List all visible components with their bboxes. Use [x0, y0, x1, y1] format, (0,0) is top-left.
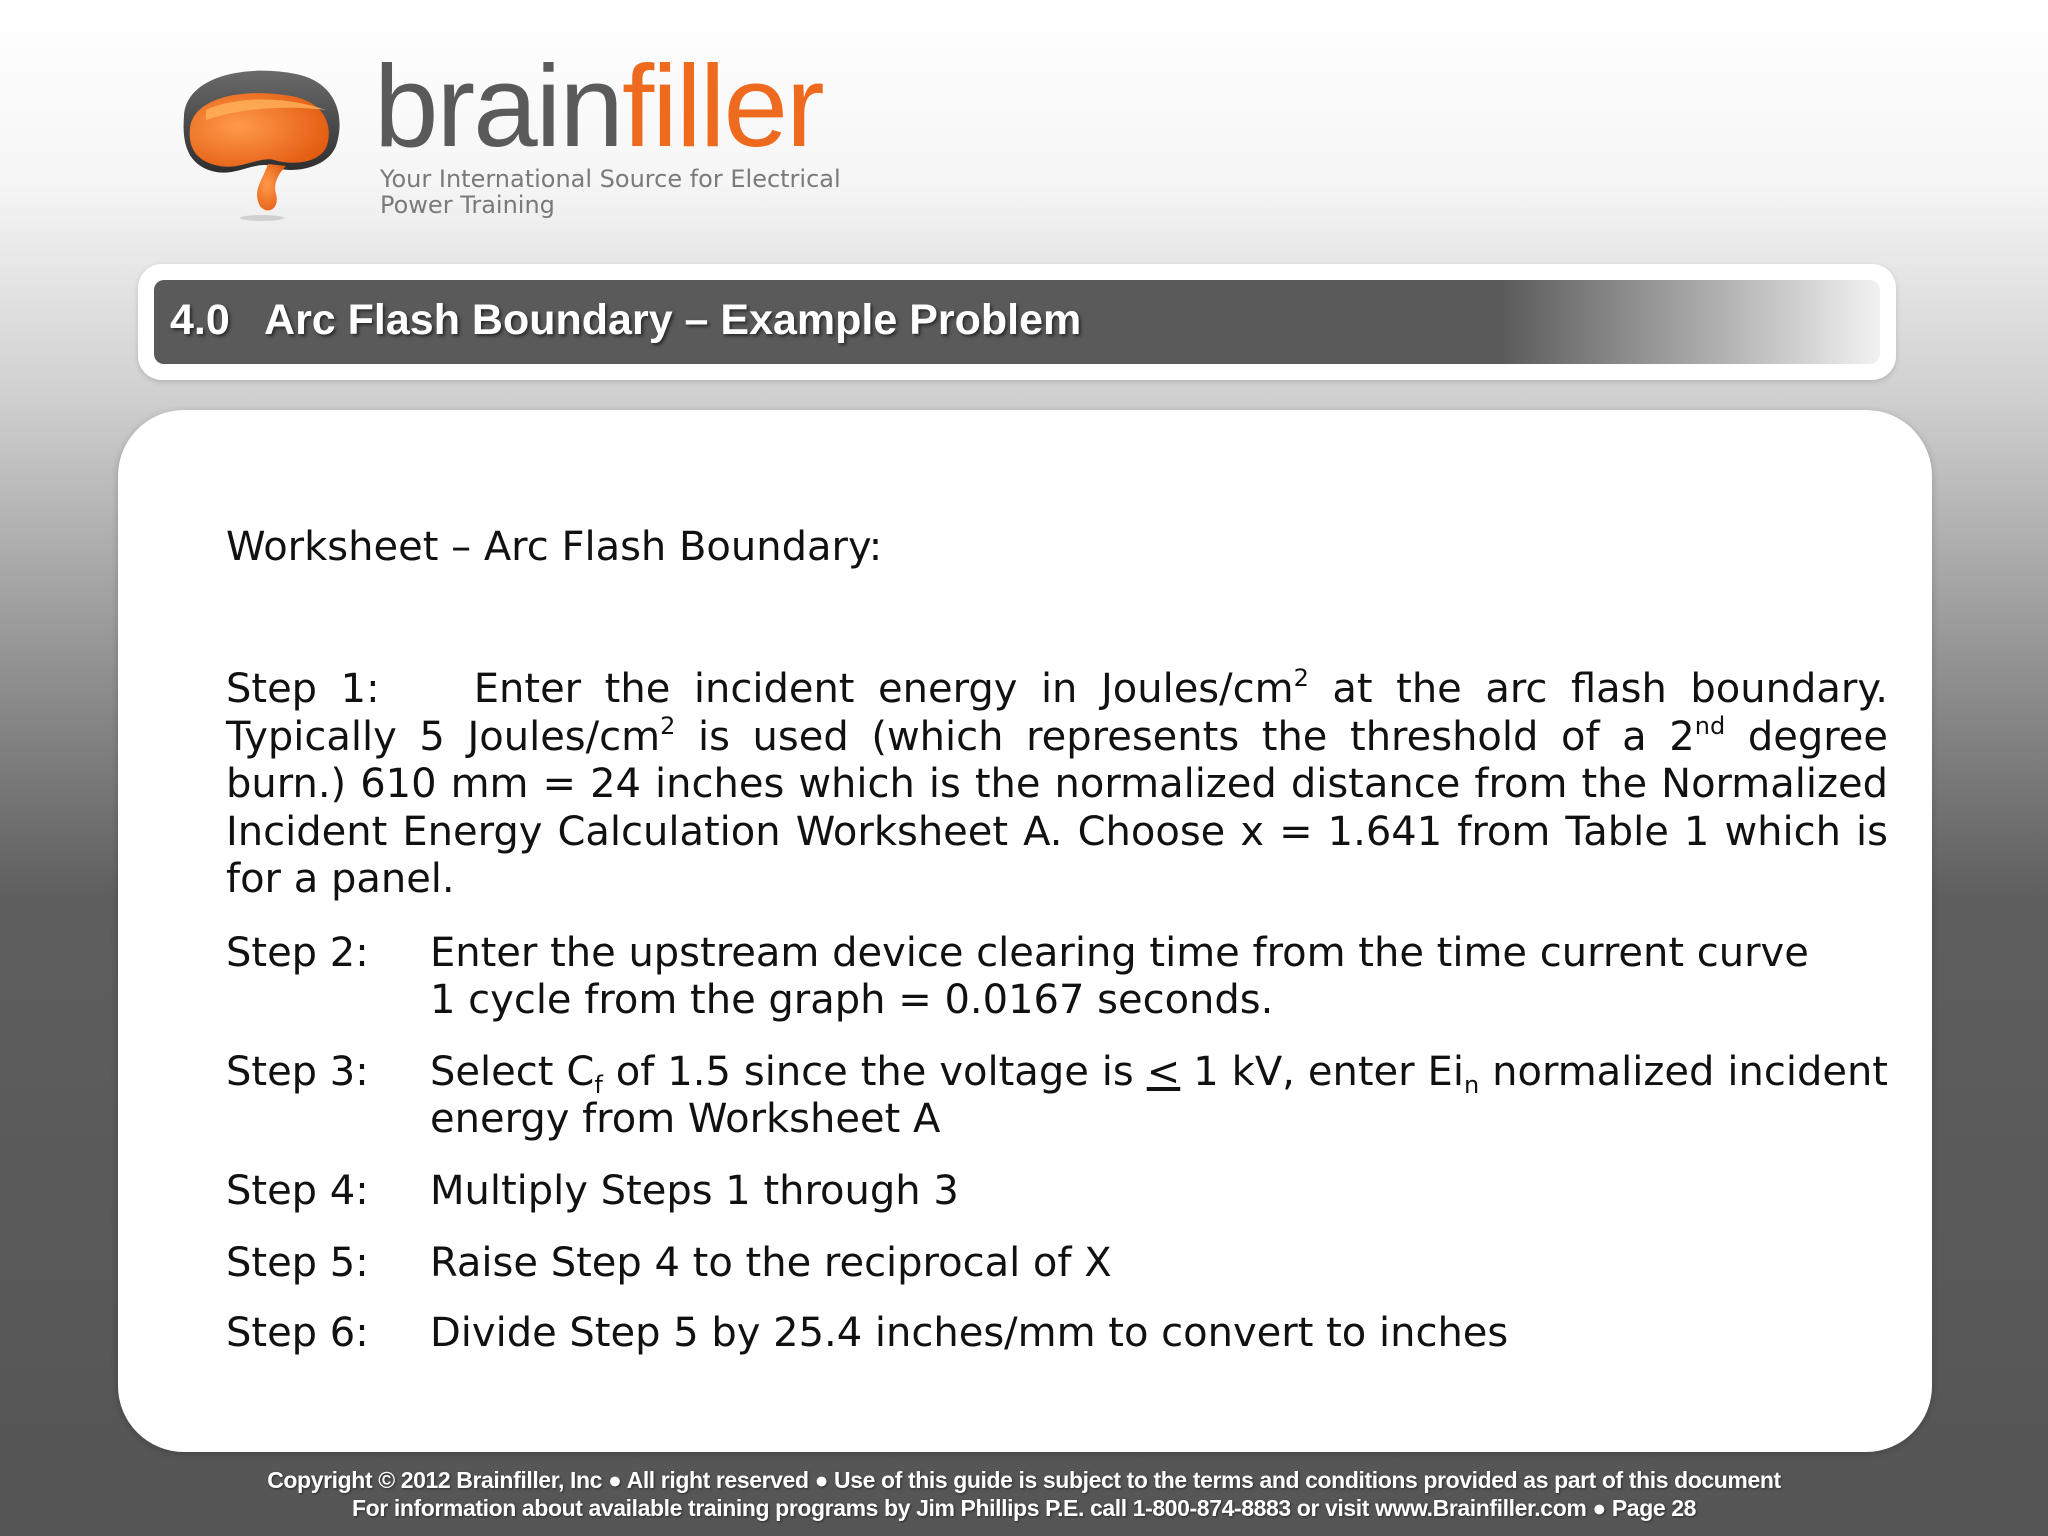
step-1-sup-c: nd	[1694, 711, 1726, 740]
step-3-text-d: normalized incident energy from Worksheet A	[430, 1049, 1888, 1142]
step-1-text-d: degree burn.) 610 mm = 24 inches which is the normalized distance from the Normalized Incident Energy Calculation Worksheet A. Choose x = 1.641 from Table 1 which is for a panel.	[226, 713, 1889, 902]
step-1-text-b: at the arc flash boundary. Typically 5 Joules/cm	[226, 666, 1889, 760]
less-equal-symbol: <	[1146, 1049, 1181, 1095]
footer	[0, 1466, 2048, 1522]
step-1-sup-a: 2	[1293, 664, 1309, 692]
step-6-label: Step 6:	[226, 1310, 369, 1356]
worksheet-title: Worksheet – Arc Flash Boundary:	[226, 524, 883, 570]
step-3-text-a: Select C	[430, 1049, 595, 1095]
step-3-label: Step 3:	[226, 1049, 369, 1095]
step-5-label: Step 5:	[226, 1240, 369, 1286]
step-3-text-c: 1 kV, enter Ei	[1180, 1049, 1464, 1095]
step-4	[226, 1168, 1888, 1215]
step-4-text: Multiply Steps 1 through 3	[430, 1168, 959, 1214]
footer-contact-line: For information about available training programs by Jim Phillips P.E. call 1-800-874-8883 or visit www.Brainfiller.com ● Page 28	[351, 1495, 1697, 1521]
step-4-label: Step 4:	[226, 1168, 369, 1214]
tagline-line-2: Power Training	[380, 191, 555, 219]
step-2-label: Step 2:	[226, 930, 369, 976]
tagline-line-1: Your International Source for Electrical	[380, 165, 841, 193]
step-1-text-a: Enter the incident energy in Joules/cm	[473, 666, 1294, 712]
brainfiller-logo-icon	[176, 66, 346, 226]
step-3-text-b: of 1.5 since the voltage is	[602, 1049, 1147, 1095]
step-5	[226, 1240, 1888, 1287]
brand-wordmark	[374, 41, 823, 171]
brand-tagline	[380, 166, 900, 218]
step-3-sub-n: n	[1463, 1071, 1480, 1099]
step-2-line-2: 1 cycle from the graph = 0.0167 seconds.	[430, 977, 1274, 1023]
brand-text-brain: brain	[374, 41, 622, 171]
step-5-text: Raise Step 4 to the reciprocal of X	[430, 1240, 1112, 1286]
step-6-text: Divide Step 5 by 25.4 inches/mm to convert to inches	[430, 1310, 1509, 1356]
step-6	[226, 1310, 1888, 1357]
slide-title: 4.0 Arc Flash Boundary – Example Problem	[170, 296, 1082, 344]
step-3-sub-f: f	[594, 1071, 603, 1099]
step-2-line-1: Enter the upstream device clearing time from the time current curve	[430, 930, 1809, 976]
step-1-text-c: is used (which represents the threshold of a 2	[675, 713, 1695, 760]
step-1	[226, 666, 1888, 904]
step-2	[226, 930, 1888, 1024]
footer-copyright-line: Copyright © 2012 Brainfiller, Inc ● All right reserved ● Use of this guide is subject to the terms and conditions provided as part of this document	[267, 1467, 1781, 1493]
step-1-label: Step 1:	[226, 666, 380, 712]
brand-text-filler: filler	[621, 41, 823, 171]
step-1-sup-b: 2	[660, 711, 676, 740]
step-3	[226, 1049, 1888, 1143]
